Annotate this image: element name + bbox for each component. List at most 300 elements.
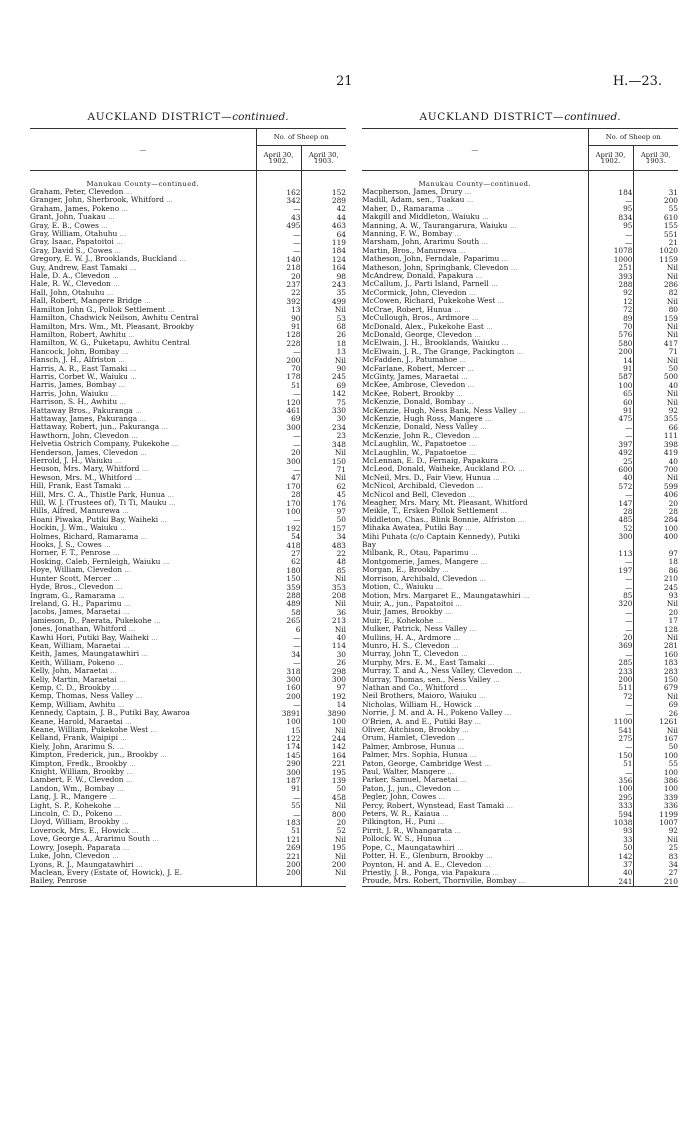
owner-name: Ingram, G., Ramarama	[30, 591, 116, 600]
sheep-1903: Nil	[633, 390, 678, 398]
table-row	[30, 440, 346, 448]
sheep-1902: 140	[256, 255, 301, 263]
table-row	[30, 734, 346, 742]
leader-dots: …	[487, 658, 496, 667]
sheep-1902: 392	[256, 297, 301, 305]
sheep-1903: 221	[301, 760, 346, 768]
leader-dots: …	[179, 255, 187, 264]
sheep-1903: 90	[301, 365, 346, 373]
owner-name: Kawhi Hori, Putiki Bay, Waiheki	[30, 633, 149, 642]
sheep-1903: 92	[633, 827, 678, 835]
sheep-1903: 40	[301, 634, 346, 642]
sheep-1902: 492	[588, 449, 633, 457]
sheep-1902: 265	[256, 617, 301, 625]
owner-name: Nicholas, William H., Howick	[362, 700, 472, 709]
sheep-1903: 50	[301, 785, 346, 793]
owner-name: Hockin, J. Wm., Waiuku	[30, 524, 118, 533]
sheep-1903: 93	[633, 592, 678, 600]
owner-name: Montgomerie, James, Mangere	[362, 557, 479, 566]
sheep-1903: 1199	[633, 810, 678, 818]
sheep-1902: —	[588, 583, 633, 591]
owner-name: Mulker, Patrick, Ness Valley	[362, 625, 468, 634]
leader-dots: …	[166, 196, 174, 205]
sheep-1902: 200	[256, 692, 301, 700]
sheep-1903: 83	[633, 852, 678, 860]
table-row	[362, 642, 678, 650]
leader-dots: …	[457, 742, 466, 751]
owner-name: McElwain, J. H., Brooklands, Waiuku	[362, 339, 500, 348]
table-row	[362, 676, 678, 684]
table-row	[362, 373, 678, 381]
leader-dots: …	[135, 692, 144, 701]
table-row	[30, 634, 346, 642]
sheep-1903: 50	[301, 516, 346, 524]
sheep-1902: —	[256, 634, 301, 642]
sheep-1902: 162	[256, 188, 301, 196]
sheep-1903: 85	[301, 566, 346, 574]
table-row	[362, 423, 678, 431]
table-row	[30, 667, 346, 675]
sheep-1903: Nil	[633, 356, 678, 364]
leader-dots: …	[467, 398, 475, 407]
owner-name: Horner, F. T., Penrose	[30, 549, 111, 558]
sheep-1902: 233	[588, 667, 633, 675]
leader-dots: …	[135, 406, 143, 415]
sheep-1902: 50	[588, 844, 633, 852]
sheep-1903: 97	[633, 549, 678, 557]
sheep-1903: 283	[633, 667, 678, 675]
leader-dots: …	[121, 204, 130, 213]
owner-name: McKenzie, Donald, Bombay	[362, 398, 466, 407]
owner-header: —	[362, 129, 588, 171]
sheep-1902: 128	[256, 331, 301, 339]
sheep-1902: 251	[588, 264, 633, 272]
leader-dots: …	[120, 734, 128, 743]
owner-name: Gray, David S., Cowes	[30, 246, 113, 255]
sheep-1902: 600	[588, 465, 633, 473]
sheep-1902: 122	[256, 734, 301, 742]
table-row	[30, 238, 346, 246]
owner-name: Heuson, Mrs. Mary, Whitford	[30, 465, 140, 474]
sheep-1902: 28	[256, 491, 301, 499]
leader-dots: …	[492, 868, 501, 877]
date-header-1903: April 30, 1903.	[301, 146, 346, 171]
sheep-1903: 71	[301, 465, 346, 473]
owner-name: Hill, W. J. (Trustees of), Ti Ti, Mauku	[30, 499, 167, 508]
table-row	[30, 877, 346, 886]
leader-dots: …	[472, 431, 481, 440]
table-row	[362, 877, 678, 886]
sheep-1902: 147	[588, 499, 633, 507]
leader-dots: …	[126, 768, 134, 777]
leader-dots: …	[444, 608, 453, 617]
leader-dots: …	[486, 322, 494, 331]
table-row	[362, 701, 678, 709]
table-row	[30, 625, 346, 633]
leader-dots: …	[121, 818, 130, 827]
owner-name: Matheson, John, Ferndale, Paparimu	[362, 255, 500, 264]
leader-dots: …	[466, 196, 475, 205]
table-row	[362, 222, 678, 230]
sheep-1903: Nil	[301, 835, 346, 843]
leader-dots: …	[117, 700, 126, 709]
sheep-1903: Nil	[301, 625, 346, 633]
table-row	[362, 272, 678, 280]
owner-name: Kimpton, Fredk., Brookby	[30, 759, 128, 768]
sheep-1903: 26	[633, 709, 678, 717]
table-row	[30, 196, 346, 204]
owner-name: McCullough, Bros., Ardmore	[362, 314, 470, 323]
leader-dots: …	[131, 431, 139, 440]
sheep-1902: 834	[588, 213, 633, 221]
sheep-1902: 1000	[588, 255, 633, 263]
sheep-1902: 91	[256, 323, 301, 331]
sheep-1902: 70	[256, 365, 301, 373]
sheep-1903: 53	[301, 314, 346, 322]
table-row	[30, 205, 346, 213]
table-row	[362, 323, 678, 331]
owner-name: Kemp, C. D., Brookby	[30, 683, 111, 692]
owner-name: Hale, R. W., Clevedon	[30, 280, 111, 289]
owner-name: Poynton, H. and A. E., Clevedon	[362, 860, 482, 869]
sheep-1902: 25	[588, 457, 633, 465]
sheep-1902: 200	[256, 861, 301, 869]
owner-name: Keith, James, Maungatawhiri	[30, 650, 140, 659]
sheep-1902: 145	[256, 751, 301, 759]
owner-name: Hancock, John, Bombay	[30, 347, 120, 356]
sheep-1902: —	[588, 432, 633, 440]
leader-dots: …	[453, 633, 462, 642]
sheep-1903: 398	[633, 440, 678, 448]
sheep-1903: 14	[301, 701, 346, 709]
leader-dots: …	[509, 221, 518, 230]
sheep-1902: 27	[256, 549, 301, 557]
leader-dots: …	[504, 709, 513, 718]
table-row	[362, 280, 678, 288]
leader-dots: …	[168, 499, 177, 508]
owner-name: McFarlane, Robert, Mercer	[362, 364, 465, 373]
sheep-1902: —	[588, 558, 633, 566]
sheep-1903: 119	[301, 238, 346, 246]
sheep-1902: —	[588, 491, 633, 499]
sheep-1903: 28	[633, 507, 678, 515]
owner-name: McKenzie, John R., Clevedon	[362, 431, 471, 440]
sheep-1902: 183	[256, 818, 301, 826]
leader-dots: …	[455, 599, 463, 608]
owner-name: Muir, E., Kohekohe	[362, 616, 434, 625]
sheep-1903: 100	[633, 524, 678, 532]
table-row	[362, 634, 678, 642]
table-row	[30, 575, 346, 583]
leader-dots: …	[128, 330, 136, 339]
owner-name: Hosking, Caleb, Fernleigh, Waiuku	[30, 557, 161, 566]
sheep-1902: 69	[256, 415, 301, 423]
leader-dots: …	[123, 482, 132, 491]
table-row	[362, 432, 678, 440]
owner-name: McKenzie, Hugh, Ness Bank, Ness Valley	[362, 406, 517, 415]
table-row	[30, 558, 346, 566]
sheep-1903: 48	[301, 558, 346, 566]
sheep-1903: 50	[633, 365, 678, 373]
owner-name: Pegler, John, Cowes	[362, 793, 437, 802]
table-row	[362, 196, 678, 204]
owner-name: Martin, Bros., Manurewa	[362, 246, 457, 255]
sheep-1902: 228	[256, 339, 301, 347]
owner-name: Kemp, William, Awhitu	[30, 700, 116, 709]
sheep-1902: —	[256, 516, 301, 524]
sheep-1902: 320	[588, 600, 633, 608]
sheep-1902	[588, 541, 633, 549]
sheep-1902: —	[588, 196, 633, 204]
sheep-1902: 237	[256, 280, 301, 288]
sheep-1902: —	[256, 701, 301, 709]
owner-name: Munro, H. S., Clevedon	[362, 641, 450, 650]
sheep-1902: 85	[588, 592, 633, 600]
sheep-1903: Nil	[633, 474, 678, 482]
sheep-1903: 164	[301, 751, 346, 759]
owner-name: Graham, Peter, Clevedon	[30, 188, 124, 196]
table-row	[30, 650, 346, 658]
leader-dots: …	[119, 230, 128, 239]
table-row	[362, 718, 678, 726]
table-row	[362, 692, 678, 700]
leader-dots: …	[112, 683, 121, 692]
sheep-1902: —	[588, 709, 633, 717]
sheep-1903: 458	[301, 793, 346, 801]
leader-dots: …	[453, 784, 461, 793]
leader-dots: …	[171, 440, 180, 449]
table-row	[30, 323, 346, 331]
leader-dots: …	[152, 835, 160, 844]
table-row	[30, 768, 346, 776]
sheep-1902: 300	[588, 533, 633, 541]
sheep-1902: 89	[588, 314, 633, 322]
table-row	[30, 423, 346, 431]
leader-dots: …	[456, 389, 464, 398]
sheep-1902: —	[256, 793, 301, 801]
leader-dots: …	[116, 238, 124, 247]
table-row	[362, 524, 678, 532]
table-row	[30, 692, 346, 700]
sheep-1902: 180	[256, 566, 301, 574]
sheep-1902: —	[256, 465, 301, 473]
table-row	[30, 314, 346, 322]
owner-name: McNeil, Mrs. D., Fair View, Hunua	[362, 473, 491, 482]
owner-name: McKenzie, Donald, Ness Valley	[362, 423, 478, 432]
sheep-1902: 14	[588, 356, 633, 364]
owner-name: Hattaway, James, Pakuranga	[30, 414, 138, 423]
owner-name: McGinty, James, Maraetai	[362, 372, 459, 381]
table-row	[30, 701, 346, 709]
owner-name: Lyons, R. J., Maungatawhiri	[30, 860, 134, 869]
sheep-1902: —	[256, 432, 301, 440]
sheep-1902: 113	[588, 549, 633, 557]
sheep-1903: 192	[301, 692, 346, 700]
leader-dots: …	[435, 616, 444, 625]
sheep-1903: 69	[301, 381, 346, 389]
table-row	[30, 751, 346, 759]
leader-dots: …	[467, 364, 475, 373]
table-row	[362, 600, 678, 608]
sheep-1903: 210	[633, 877, 678, 886]
sheep-1903: 289	[301, 196, 346, 204]
table-row	[362, 297, 678, 305]
table-row	[362, 365, 678, 373]
table-row	[362, 592, 678, 600]
sheep-1902: —	[588, 238, 633, 246]
sheep-1902: 1100	[588, 718, 633, 726]
owner-name: Harris, John, Waiuku	[30, 389, 109, 398]
leader-dots: …	[129, 364, 138, 373]
table-row	[362, 541, 678, 549]
sheep-1902: 1038	[588, 818, 633, 826]
table-row	[362, 667, 678, 675]
table-row	[362, 734, 678, 742]
leader-dots: …	[113, 280, 121, 289]
table-row	[30, 793, 346, 801]
leader-dots: …	[167, 490, 175, 499]
owner-name: Motion, C., Waiuku	[362, 583, 434, 592]
table-row	[362, 255, 678, 263]
table-row	[362, 861, 678, 869]
sheep-1902: —	[256, 238, 301, 246]
sheep-1902: —	[588, 650, 633, 658]
sheep-1903: 100	[633, 751, 678, 759]
leader-dots: …	[125, 188, 134, 196]
sheep-1903: 234	[301, 423, 346, 431]
table-row	[30, 381, 346, 389]
leader-dots: …	[443, 835, 452, 844]
owner-name: Bay	[362, 541, 377, 550]
owner-name: Harris, James, Bombay	[30, 381, 117, 390]
leader-dots: …	[481, 238, 489, 247]
leader-dots: …	[437, 818, 446, 827]
table-row	[30, 482, 346, 490]
table-row	[30, 785, 346, 793]
sheep-1903: Nil	[633, 398, 678, 406]
sheep-1902: 92	[588, 289, 633, 297]
owner-name: Muir, A., jun., Papatoitoi	[362, 599, 454, 608]
table-row	[30, 861, 346, 869]
leader-dots: …	[491, 280, 499, 289]
leader-dots: …	[501, 255, 510, 264]
leader-dots: …	[442, 566, 450, 575]
sheep-1902: 318	[256, 667, 301, 675]
leader-dots: …	[474, 330, 482, 339]
sheep-1903: 1261	[633, 718, 678, 726]
table-row	[362, 415, 678, 423]
owner-name: Helvetia Ostrich Company, Pukekohe	[30, 440, 170, 449]
owner-name: Luke, John, Clevedon	[30, 852, 110, 861]
sheep-1902: 285	[588, 659, 633, 667]
owner-name: Keane, William, Pukekohe West	[30, 726, 149, 734]
sheep-1902: 47	[256, 474, 301, 482]
owner-name: Graham, James, Pokeno	[30, 204, 120, 213]
table-row	[30, 810, 346, 818]
owner-name: Kennedy, Captain, J. B., Putiki Bay, Awaroa	[30, 709, 190, 718]
sheep-1902: 91	[588, 365, 633, 373]
owner-name: Oliver, Aitchison, Brookby	[362, 726, 460, 734]
leader-dots: …	[112, 272, 120, 281]
sheep-1903: 40	[633, 381, 678, 389]
leader-dots: …	[517, 515, 526, 524]
sheep-1902: 290	[256, 760, 301, 768]
sheep-1902: 200	[256, 869, 301, 877]
owner-name: Hills, Alfred, Manurewa	[30, 507, 120, 516]
leader-dots: …	[468, 288, 477, 297]
leader-dots: …	[461, 650, 469, 659]
table-row	[30, 339, 346, 347]
sheep-1902: 150	[588, 751, 633, 759]
owner-name: Hale, D. A., Clevedon	[30, 272, 110, 281]
sheep-1903: Nil	[633, 634, 678, 642]
owner-name: Palmer, Ambrose, Hunua	[362, 742, 456, 751]
sheep-1903: 419	[633, 449, 678, 457]
leader-dots: …	[104, 541, 112, 550]
owner-name: Gray, William, Otahuhu	[30, 230, 118, 239]
owner-name: McElwain, J. R., The Grange, Packington	[362, 347, 515, 356]
owner-name: McNicol, Archibald, Clevedon	[362, 482, 475, 491]
leader-dots: …	[161, 423, 169, 432]
sheep-1902: 288	[256, 592, 301, 600]
sheep-1903: 386	[633, 776, 678, 784]
table-row	[362, 398, 678, 406]
sheep-1902: —	[256, 440, 301, 448]
owner-name: Kimpton, Frederick, jun., Brookby	[30, 751, 158, 760]
sheep-1902: 91	[256, 785, 301, 793]
table-row	[362, 768, 678, 776]
leader-dots: …	[136, 860, 144, 869]
sheep-1903: 80	[633, 306, 678, 314]
sheep-1902: 20	[256, 272, 301, 280]
sheep-1902: 397	[588, 440, 633, 448]
owner-name: Macpherson, James, Drury	[362, 188, 463, 196]
sheep-1902: 15	[256, 726, 301, 734]
leader-dots: …	[150, 726, 158, 734]
owner-name: Hunter Scott, Mercer	[30, 574, 112, 583]
sheep-1902: 241	[588, 877, 633, 886]
table-row	[362, 709, 678, 717]
table-row	[30, 457, 346, 465]
table-row	[362, 247, 678, 255]
table-row	[362, 356, 678, 364]
sheep-1902: 51	[256, 381, 301, 389]
table-row	[30, 491, 346, 499]
table-row	[362, 684, 678, 692]
leader-dots: …	[124, 566, 132, 575]
owner-name: Hattaway Bros., Pakuranga	[30, 406, 133, 415]
sheep-1903: 34	[633, 861, 678, 869]
sheep-table	[362, 128, 678, 887]
sheep-1902: 90	[256, 314, 301, 322]
sheep-1903: 159	[633, 314, 678, 322]
sheep-1903: Nil	[633, 331, 678, 339]
table-row	[30, 390, 346, 398]
owner-name: Manning, A. W., Taurangarura, Waiuku	[362, 221, 508, 230]
table-row	[30, 583, 346, 591]
sheep-1903: Nil	[633, 272, 678, 280]
owner-name: Paton, George, Cambridge West	[362, 759, 482, 768]
owner-name: Percy, Robert, Wynstead, East Tamaki	[362, 801, 505, 810]
table-row	[30, 718, 346, 726]
table-row	[30, 213, 346, 221]
leader-dots: …	[457, 843, 465, 852]
sheep-1902: 221	[256, 852, 301, 860]
table-row	[362, 390, 678, 398]
table-row	[30, 533, 346, 541]
sheep-1903: 82	[633, 289, 678, 297]
sheep-1902: 72	[588, 306, 633, 314]
